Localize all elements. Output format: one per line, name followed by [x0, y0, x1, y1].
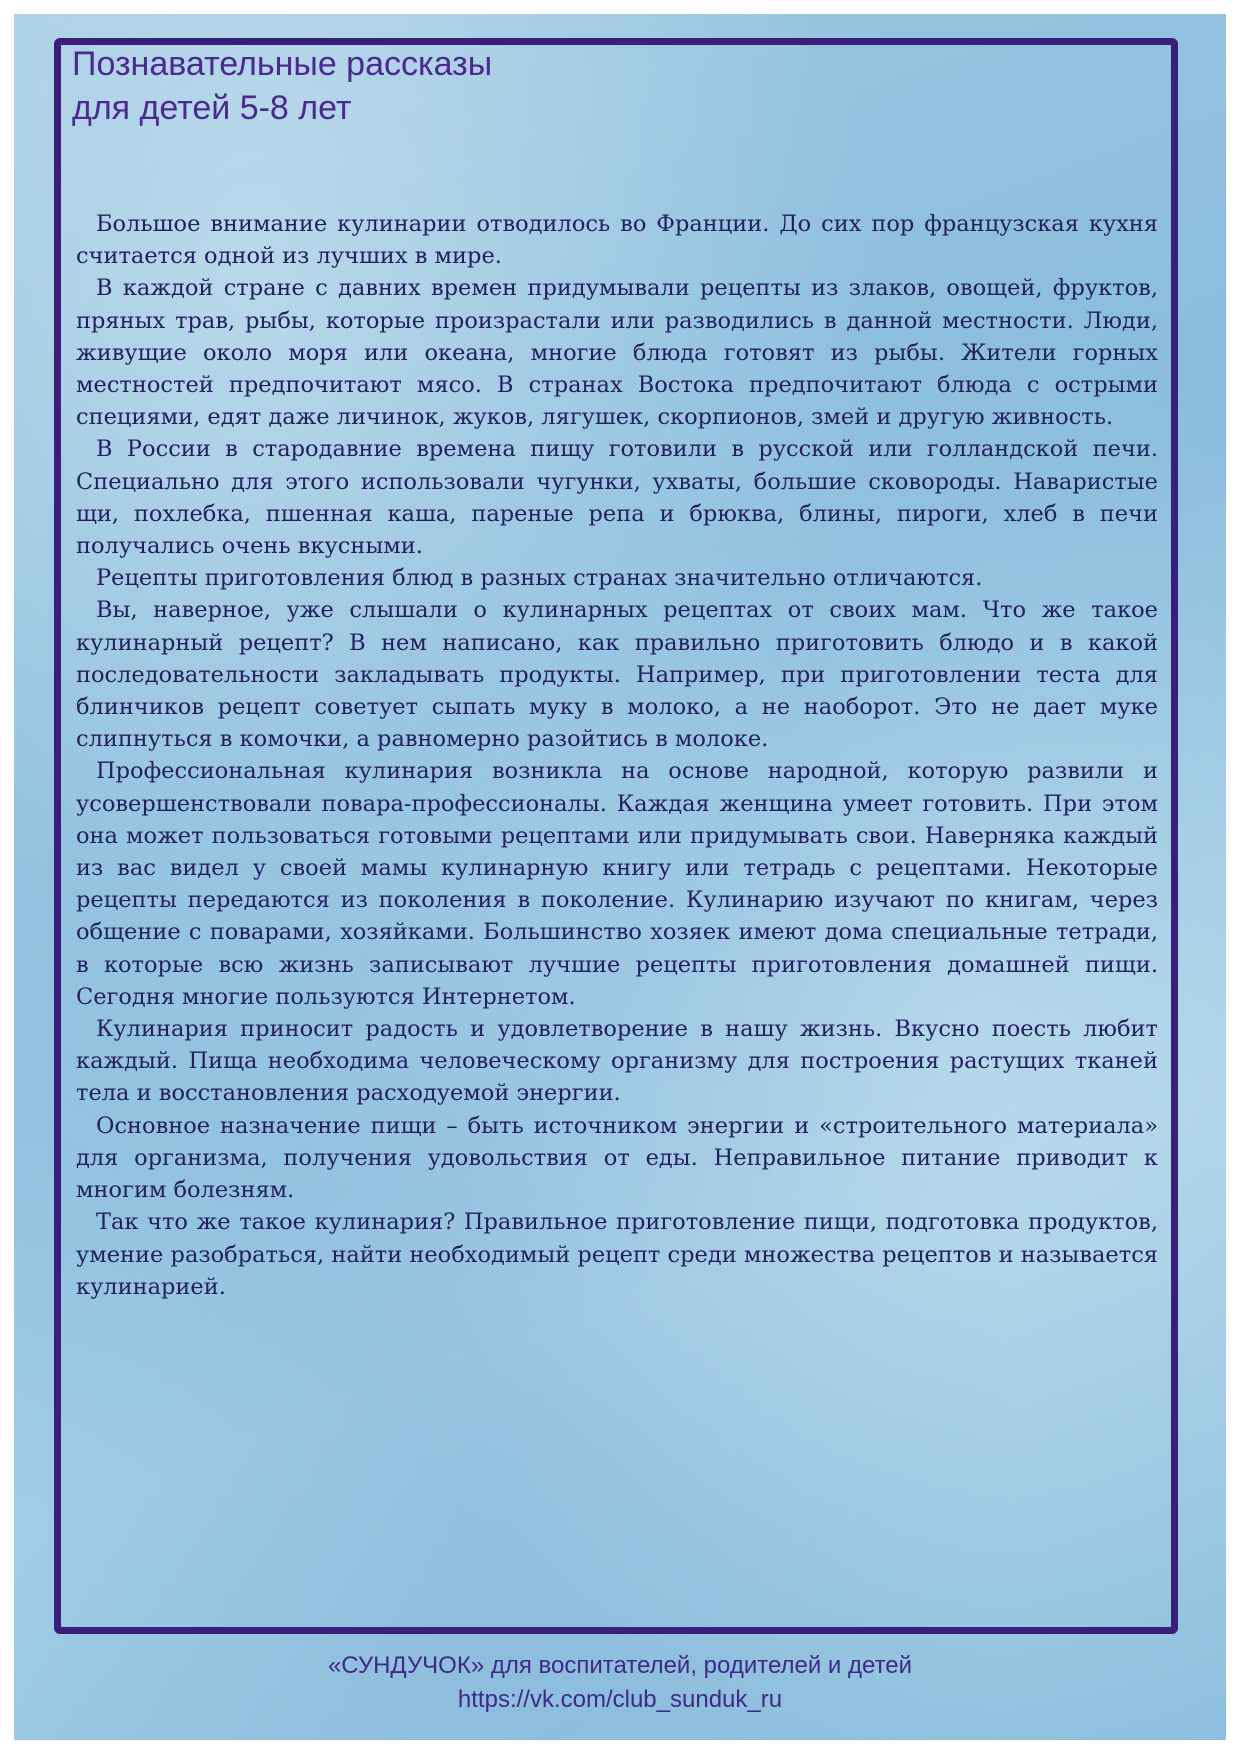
- paragraph: В каждой стране с давних времен придумывали рецепты из злаков, овощей, фруктов, пряных трав, рыбы, которые произрастали или разводились в данной местности. Люди, живущие около моря или океана, многие блюда готовят из рыбы. Жители горных местностей предпочитают мясо. В странах Востока предпочитают блюда с острыми специями, едят даже личинок, жуков, лягушек, скорпионов, змей и другую живность.: [76, 275, 1158, 431]
- page-title: [72, 42, 492, 130]
- title-line-1: Познавательные рассказы: [72, 45, 493, 83]
- paragraph: Так что же такое кулинария? Правильное приготовление пищи, подготовка продуктов, умение разобраться, найти необходимый рецепт среди множества рецептов и называется кулинарией.: [76, 1209, 1158, 1300]
- paragraph: Основное назначение пищи – быть источником энергии и «строительного материала» для организма, получения удовольствия от еды. Неправильное питание приводит к многим болезням.: [76, 1112, 1158, 1204]
- paragraph: Вы, наверное, уже слышали о кулинарных рецептах от своих мам. Что же такое кулинарный рецепт? В нем написано, как правильно приготовить блюдо и в какой последовательности закладывать продукты. Например, при приготовлении теста для блинчиков рецепт советует сыпать муку в молоко, а не наоборот. Это не дает муке слипнуться в комочки, а равномерно разойтись в молоке.: [76, 597, 1158, 753]
- footer-link[interactable]: https://vk.com/club_sunduk_ru: [457, 1686, 783, 1713]
- paragraph: В России в стародавние времена пищу готовили в русской или голландской печи. Специально для этого использовали чугунки, ухваты, большие сковороды. Наваристые щи, похлебка, пшенная каша, пареные репа и брюква, блины, пироги, хлеб в печи получались очень вкусными.: [76, 436, 1158, 560]
- paragraph: Кулинария приносит радость и удовлетворение в нашу жизнь. Вкусно поесть любит каждый. Пища необходима человеческому организму для построения растущих тканей тела и восстановления расходуемой энергии.: [76, 1016, 1158, 1107]
- paragraph: Профессиональная кулинария возникла на основе народной, которую развили и усовершенствовали повара-профессионалы. Каждая женщина умеет готовить. При этом она может пользоваться готовыми рецептами или придумывать свои. Наверняка каждый из вас видел у своей мамы кулинарную книгу или тетрадь с рецептами. Некоторые рецепты передаются из поколения в поколение. Кулинарию изучают по книгам, через общение с поварами, хозяйками. Большинство хозяек имеют дома специальные тетради, в которые всю жизнь записывают лучшие рецепты приготовления домашней пищи. Сегодня многие пользуются Интернетом.: [76, 758, 1158, 1010]
- title-line-2: для детей 5-8 лет: [72, 89, 352, 127]
- paragraph: Большое внимание кулинарии отводилось во Франции. До сих пор французская кухня считается одной из лучших в мире.: [76, 211, 1158, 270]
- footer-tagline: «СУНДУЧОК» для воспитателей, родителей и детей: [327, 1652, 913, 1679]
- paragraph: Рецепты приготовления блюд в разных странах значительно отличаются.: [96, 565, 983, 592]
- story-text: [76, 208, 1158, 1303]
- page: [14, 14, 1226, 1740]
